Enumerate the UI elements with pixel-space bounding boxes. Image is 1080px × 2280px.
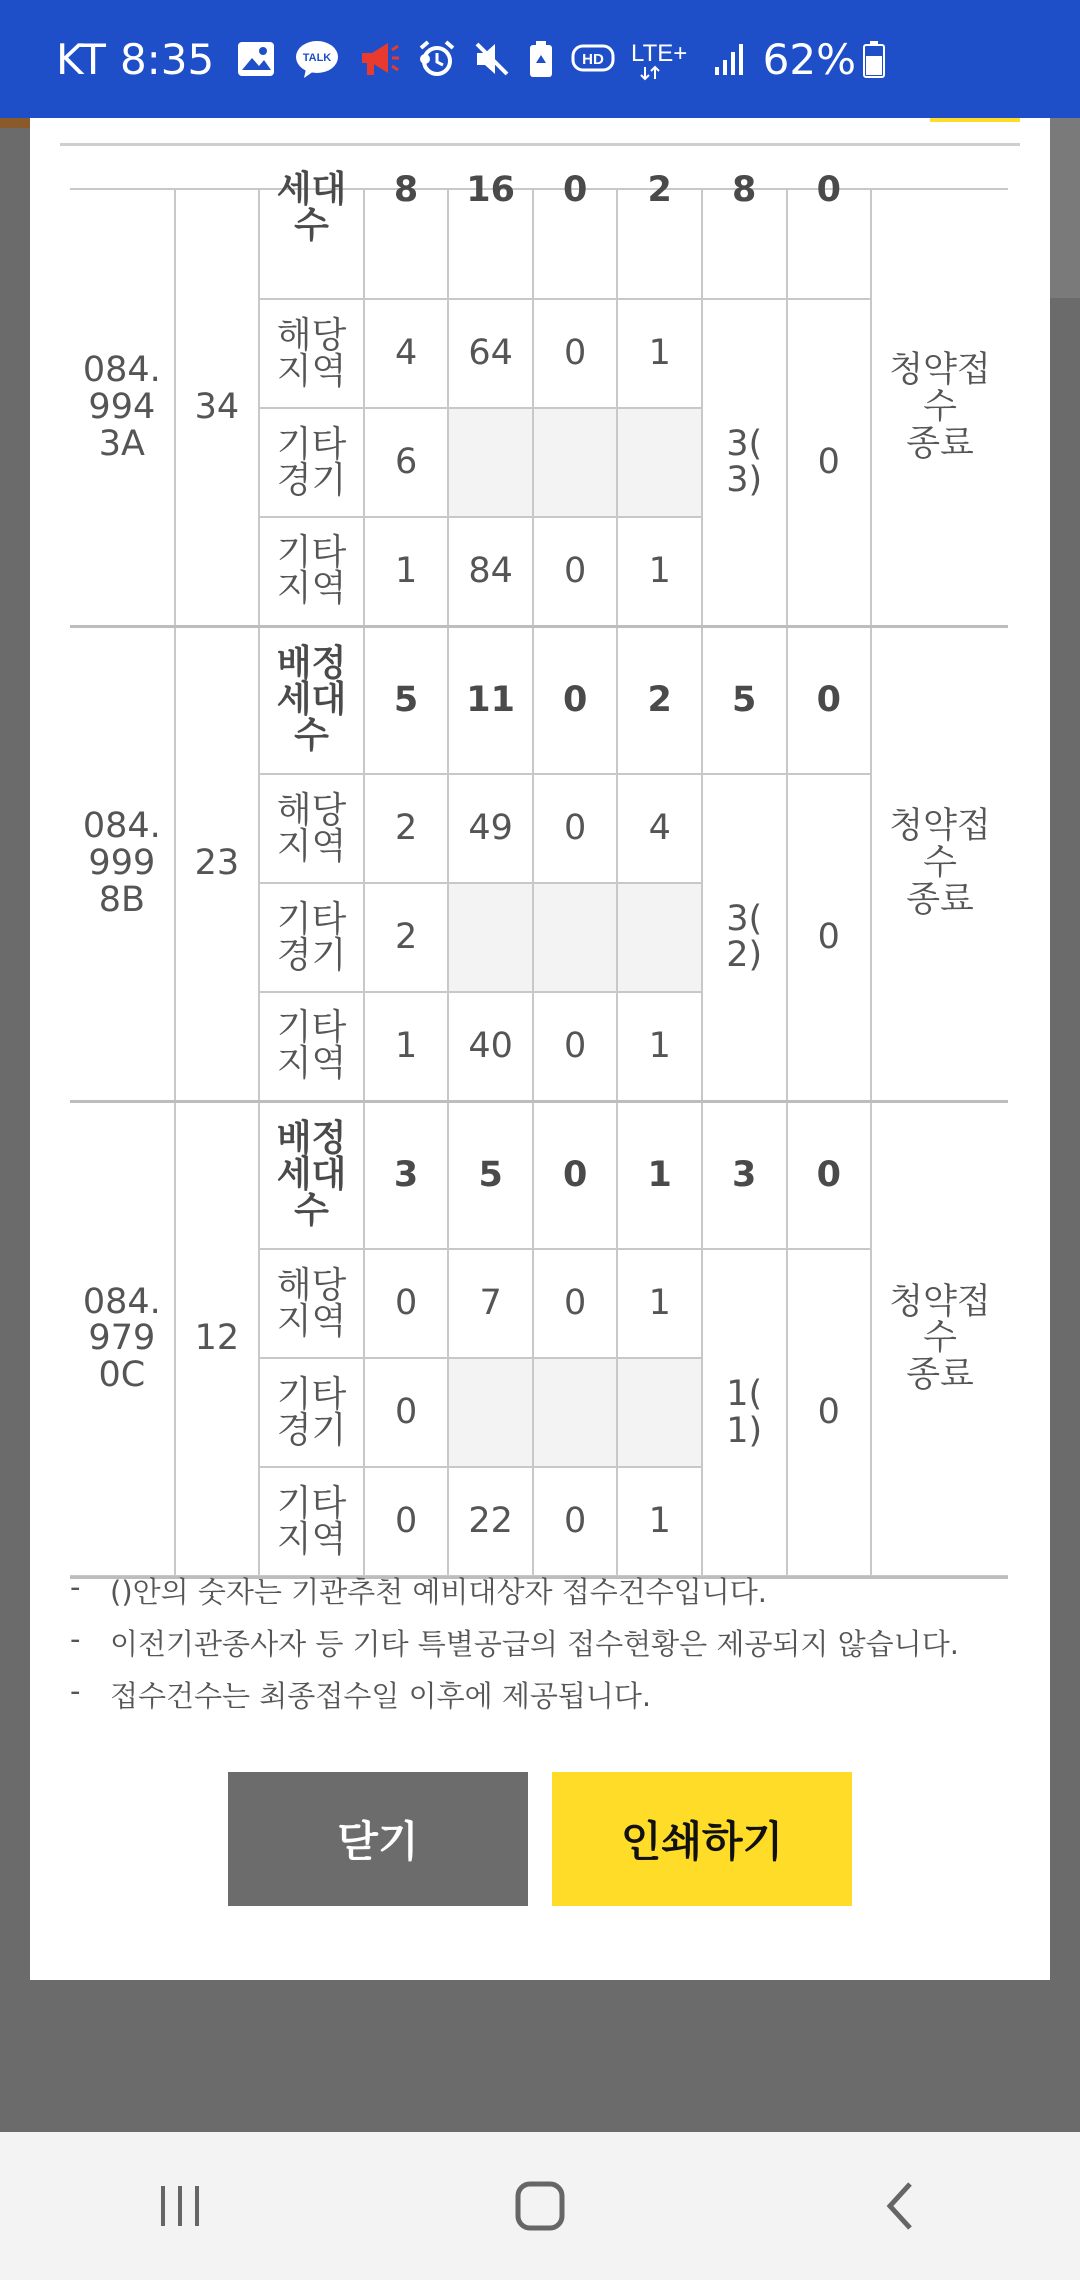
supply-cell: 34 <box>175 189 260 626</box>
cell-line: 기타 <box>276 1482 347 1524</box>
status-bar <box>0 0 1080 118</box>
region-label-cell <box>259 774 364 883</box>
cell-line: 2) <box>726 935 763 976</box>
signal-icon <box>713 41 747 77</box>
cell-line: 084. <box>82 1281 161 1322</box>
clock: 8:35 <box>119 34 215 84</box>
region-value-cell: 40 <box>448 992 533 1101</box>
note-item: - 접수건수는 최종접수일 이후에 제공됩니다. <box>70 1674 652 1713</box>
battery-saver-icon <box>527 39 555 79</box>
cell-line: 수 <box>294 715 329 757</box>
modal-divider <box>60 143 1020 146</box>
region-value-cell <box>617 883 702 992</box>
cell-line: 해당 <box>276 789 347 831</box>
note-item: - 이전기관종사자 등 기타 특별공급의 접수현황은 제공되지 않습니다. <box>70 1622 959 1661</box>
region-label-cell <box>259 517 364 626</box>
cell-line: 세대 <box>276 169 347 210</box>
hd-icon <box>571 42 615 76</box>
region-label-cell <box>259 883 364 992</box>
region-label-cell <box>259 1249 364 1358</box>
notes-list <box>70 1570 1030 1726</box>
region-value-cell: 0 <box>533 517 618 626</box>
svg-text:TALK: TALK <box>303 52 332 64</box>
backdrop-block <box>1050 118 1080 298</box>
battery-icon <box>862 39 886 79</box>
allocation-value-cell: 5 <box>702 626 787 774</box>
allocation-value-cell: 8 <box>364 189 449 299</box>
system-navbar <box>0 2132 1080 2280</box>
allocation-row <box>70 189 1008 299</box>
region-value-cell: 1 <box>364 517 449 626</box>
status-cell <box>871 626 1008 1101</box>
region-value-cell <box>448 408 533 517</box>
region-label-cell <box>259 1358 364 1467</box>
cell-line: 세대 <box>276 679 347 721</box>
allocation-value-cell: 5 <box>364 626 449 774</box>
receipt-status-modal <box>30 118 1050 1980</box>
cell-line: 1( <box>726 1373 763 1414</box>
allocation-value-cell: 0 <box>787 626 872 774</box>
svg-text:LTE+: LTE+ <box>630 40 687 67</box>
cell-line: 배정 <box>276 643 347 685</box>
reserve-count-cell <box>702 1249 787 1576</box>
gallery-icon <box>236 40 276 78</box>
allocation-value-cell: 3 <box>702 1101 787 1249</box>
region-value-cell: 1 <box>617 1467 702 1576</box>
region-value-cell: 0 <box>533 299 618 408</box>
region-value-cell: 7 <box>448 1249 533 1358</box>
cell-line: 청약접 <box>889 806 991 847</box>
cell-line: 수 <box>923 843 957 884</box>
allocation-value-cell: 0 <box>787 1101 872 1249</box>
region-value-cell: 4 <box>364 299 449 408</box>
allocation-value-cell: 0 <box>533 626 618 774</box>
region-value-cell: 0 <box>533 1249 618 1358</box>
cell-line: 지역 <box>276 1300 347 1342</box>
cell-line: 지역 <box>276 350 347 392</box>
allocation-label-cell <box>259 1101 364 1249</box>
cell-line: 3( <box>726 898 763 939</box>
region-value-cell: 2 <box>364 774 449 883</box>
cell-line: 084. <box>82 350 161 391</box>
cell-line: 경기 <box>276 934 347 976</box>
region-value-cell: 22 <box>448 1467 533 1576</box>
allocation-row <box>70 626 1008 774</box>
cell-line: 1) <box>726 1410 763 1451</box>
kakaotalk-icon <box>294 39 340 79</box>
cell-line: 청약접 <box>889 1281 991 1322</box>
supply-cell: 12 <box>175 1101 260 1576</box>
cell-line: 3) <box>726 460 763 501</box>
region-value-cell: 4 <box>617 774 702 883</box>
cell-line: 종료 <box>906 423 974 464</box>
cell-line: 청약접 <box>889 350 991 391</box>
region-value-cell: 0 <box>533 1467 618 1576</box>
zero-cell: 0 <box>787 299 872 626</box>
region-value-cell <box>533 1358 618 1467</box>
region-label-cell <box>259 408 364 517</box>
cell-line: 기타 <box>276 532 347 574</box>
region-value-cell: 0 <box>533 992 618 1101</box>
region-value-cell <box>617 408 702 517</box>
close-button[interactable]: 닫기 <box>228 1772 528 1906</box>
carrier-label: KT <box>56 34 106 84</box>
cell-line: 8B <box>98 879 145 920</box>
region-value-cell: 1 <box>617 1249 702 1358</box>
zero-cell: 0 <box>787 774 872 1101</box>
area-cell <box>70 626 175 1101</box>
cell-line: 수 <box>294 1190 329 1232</box>
home-icon[interactable] <box>480 2156 600 2256</box>
region-label-cell <box>259 1467 364 1576</box>
region-value-cell: 0 <box>364 1467 449 1576</box>
allocation-row <box>70 1101 1008 1249</box>
print-button[interactable]: 인쇄하기 <box>552 1772 852 1906</box>
cell-line: 경기 <box>276 459 347 501</box>
allocation-value-cell: 16 <box>448 189 533 299</box>
cell-line: 배정 <box>276 1118 347 1160</box>
area-cell <box>70 189 175 626</box>
region-value-cell <box>617 1358 702 1467</box>
cell-line: 해당 <box>276 1264 347 1306</box>
cell-line: 기타 <box>276 423 347 465</box>
cell-line: 지역 <box>276 568 347 610</box>
status-cell <box>871 1101 1008 1576</box>
back-icon[interactable] <box>840 2156 960 2256</box>
region-value-cell: 1 <box>617 299 702 408</box>
region-value-cell: 64 <box>448 299 533 408</box>
region-value-cell <box>533 408 618 517</box>
region-value-cell: 0 <box>364 1358 449 1467</box>
region-label-cell <box>259 299 364 408</box>
cell-line: 지역 <box>276 1518 347 1560</box>
battery-percent: 62% <box>762 34 856 84</box>
cell-line: 경기 <box>276 1409 347 1451</box>
alarm-icon <box>417 39 457 79</box>
region-value-cell: 0 <box>533 774 618 883</box>
cell-line: 세대 <box>276 1154 347 1196</box>
region-value-cell <box>533 883 618 992</box>
region-value-cell: 84 <box>448 517 533 626</box>
cell-line: 기타 <box>276 1373 347 1415</box>
modal-accent-tab <box>930 118 1020 122</box>
note-item: - ()안의 숫자는 기관추천 예비대상자 접수건수입니다. <box>70 1570 768 1609</box>
cell-line: 979 <box>88 1318 156 1359</box>
megaphone-icon <box>358 40 400 78</box>
allocation-label-cell <box>259 626 364 774</box>
recents-icon[interactable] <box>120 2156 240 2256</box>
allocation-label-cell <box>259 169 364 299</box>
region-value-cell: 1 <box>617 517 702 626</box>
allocation-value-cell: 0 <box>533 189 618 299</box>
cell-line: 3( <box>726 423 763 464</box>
region-value-cell: 49 <box>448 774 533 883</box>
reserve-count-cell <box>702 774 787 1101</box>
allocation-value-cell: 11 <box>448 626 533 774</box>
zero-cell: 0 <box>787 1249 872 1576</box>
cell-line: 종료 <box>906 1355 974 1396</box>
region-value-cell: 1 <box>364 992 449 1101</box>
cell-line: 994 <box>88 386 156 427</box>
area-cell <box>70 1101 175 1576</box>
cell-line: 수 <box>294 205 329 246</box>
status-cell <box>871 189 1008 626</box>
cell-line: 수 <box>923 1318 957 1359</box>
region-value-cell <box>448 883 533 992</box>
allocation-value-cell: 3 <box>364 1101 449 1249</box>
cell-line: 수 <box>923 386 957 427</box>
cell-line: 해당 <box>276 314 347 356</box>
cell-line: 지역 <box>276 1043 347 1085</box>
region-value-cell: 6 <box>364 408 449 517</box>
reserve-count-cell <box>702 299 787 626</box>
cell-line: 기타 <box>276 898 347 940</box>
region-value-cell: 0 <box>364 1249 449 1358</box>
cell-line: 0C <box>98 1355 146 1396</box>
region-value-cell <box>448 1358 533 1467</box>
receipt-table <box>70 169 1008 1577</box>
cell-line: 084. <box>82 806 161 847</box>
cell-line: 3A <box>98 423 145 464</box>
allocation-value-cell: 0 <box>533 1101 618 1249</box>
allocation-value-cell: 2 <box>617 626 702 774</box>
allocation-value-cell: 0 <box>787 189 872 299</box>
region-label-cell <box>259 992 364 1101</box>
svg-text:HD: HD <box>581 51 604 68</box>
mute-icon <box>473 40 511 78</box>
region-value-cell: 2 <box>364 883 449 992</box>
region-value-cell: 1 <box>617 992 702 1101</box>
cell-line: 종료 <box>906 879 974 920</box>
allocation-value-cell: 8 <box>702 189 787 299</box>
allocation-value-cell: 5 <box>448 1101 533 1249</box>
lte-icon <box>631 37 697 81</box>
cell-line: 지역 <box>276 825 347 867</box>
supply-cell: 23 <box>175 626 260 1101</box>
cell-line: 999 <box>88 843 156 884</box>
cell-line: 기타 <box>276 1007 347 1049</box>
allocation-value-cell: 1 <box>617 1101 702 1249</box>
allocation-value-cell: 2 <box>617 189 702 299</box>
